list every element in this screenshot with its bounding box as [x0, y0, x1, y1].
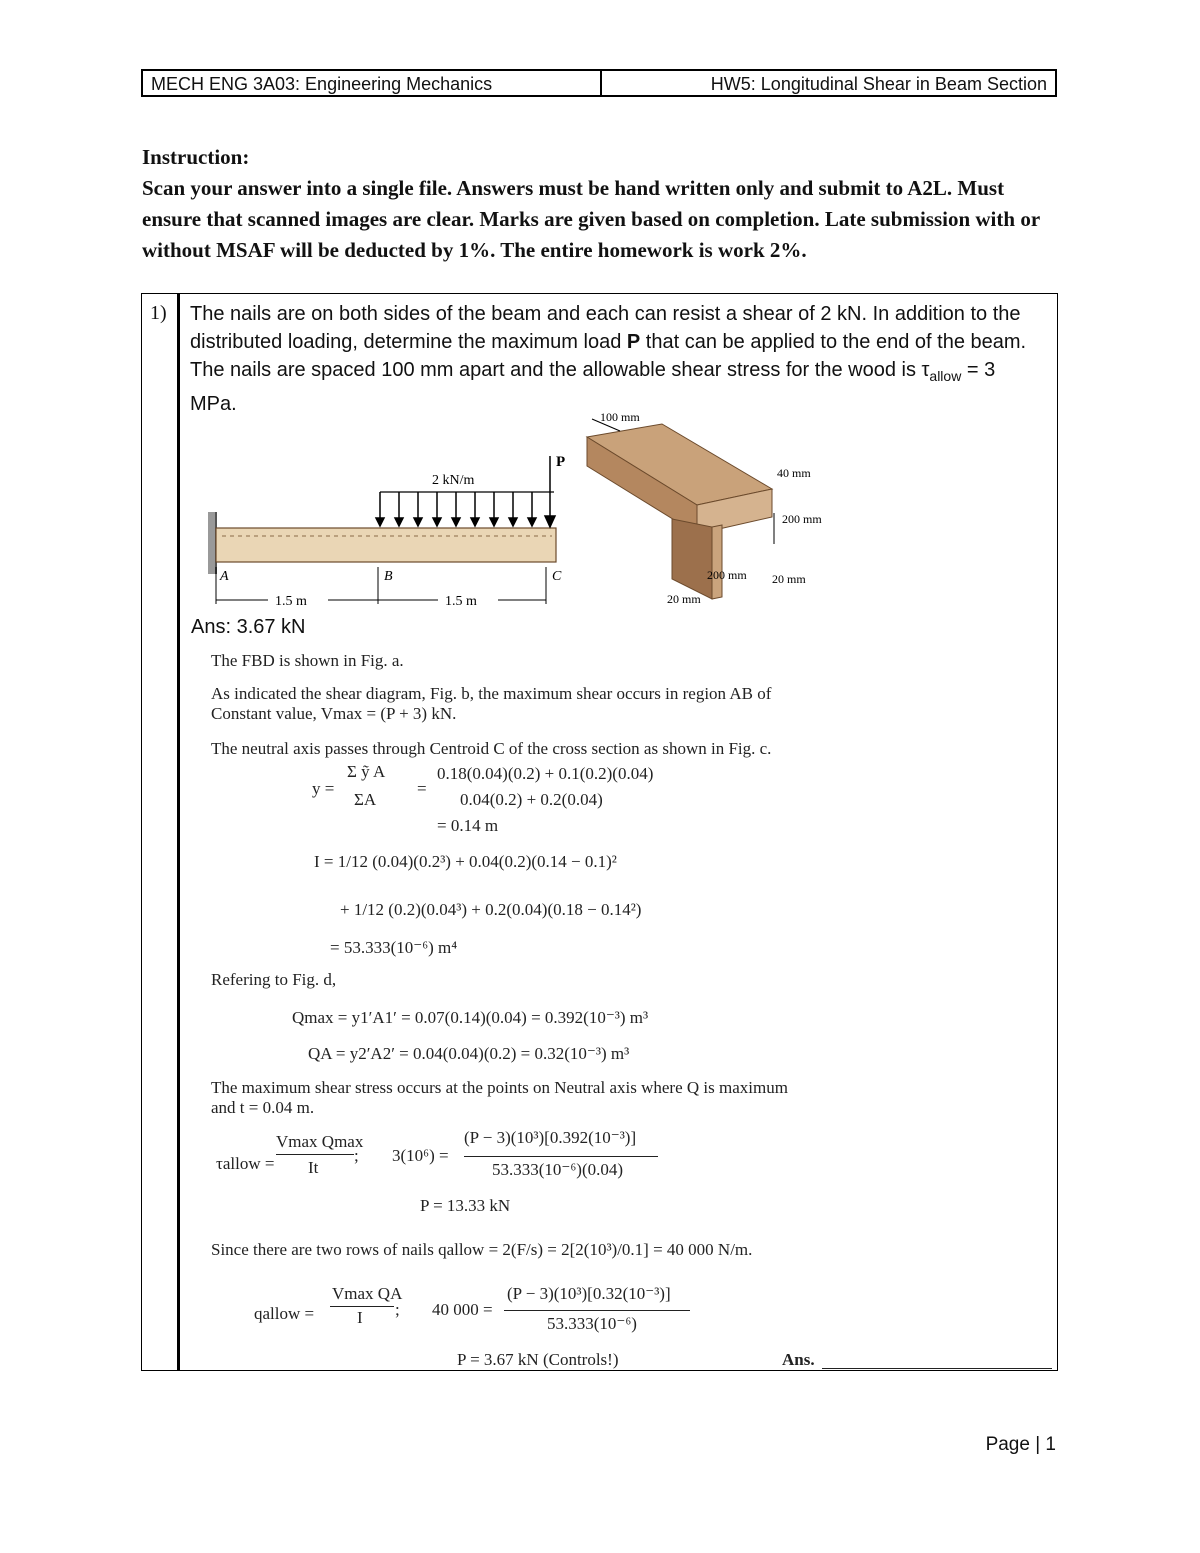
span-bc-label: 1.5 m — [445, 594, 477, 609]
problem-number: 1) — [150, 302, 167, 324]
ybar-den2: 0.04(0.2) + 0.2(0.04) — [460, 790, 603, 809]
p-result-1: P = 13.33 kN — [420, 1196, 511, 1215]
sol-line-6: Since there are two rows of nails qallow = 2(F/s) = 2[2(10³)/0.1] = 40 000 N/m. — [211, 1240, 753, 1259]
problem-text-c: = 3 MPa. — [190, 359, 996, 415]
problem-text-a: The nails are on both sides of the beam and each can resist a shear of 2 kN. In addition to the distributed loading, determine the maximum load — [190, 303, 1021, 353]
problem-text-b: that can be applied to the end of the beam. The nails are spaced 100 mm apart and the allowable shear stress for the wood is τ — [190, 331, 1027, 381]
load-label: 2 kN/m — [432, 473, 475, 488]
tau-frac-num: Vmax Qmax — [276, 1132, 364, 1151]
dim-web2: 20 mm — [667, 592, 701, 606]
dim-web: 20 mm — [772, 572, 806, 586]
sol-line-2a: As indicated the shear diagram, Fig. b, the maximum shear occurs in region AB of — [211, 684, 772, 703]
dim-flange: 40 mm — [777, 466, 811, 480]
instruction-block — [142, 142, 1052, 266]
q-lhs: qallow = — [254, 1304, 315, 1323]
dim-width: 200 mm — [707, 568, 747, 582]
qa-line: QA = y2′A2′ = 0.04(0.04)(0.2) = 0.32(10⁻³) m³ — [308, 1044, 630, 1063]
ybar-num: Σ ỹ A — [347, 762, 386, 781]
page-header — [141, 69, 1057, 97]
sol-line-5b: and t = 0.04 m. — [211, 1098, 315, 1117]
tau-den: 53.333(10⁻⁶)(0.04) — [492, 1160, 624, 1179]
sol-line-3: The neutral axis passes through Centroid C of the cross section as shown in Fig. c. — [211, 739, 772, 758]
q-mid: 40 000 = — [432, 1300, 493, 1319]
beam-body — [216, 528, 556, 562]
point-c: C — [552, 569, 562, 584]
span-ab-label: 1.5 m — [275, 594, 307, 609]
p-label: P — [556, 454, 566, 470]
sol-line-4: Refering to Fig. d, — [211, 970, 337, 989]
inertia-line-3: = 53.333(10⁻⁶) m⁴ — [330, 938, 458, 957]
instruction-title: Instruction: — [142, 145, 250, 169]
tau-lhs: τallow = — [216, 1154, 275, 1173]
answer-line: Ans: 3.67 kN — [191, 616, 306, 638]
q-frac-bar — [330, 1306, 394, 1307]
dim-web-height: 200 mm — [782, 512, 822, 526]
ybar-num2: 0.18(0.04)(0.2) + 0.1(0.2)(0.04) — [437, 764, 654, 783]
q-bar — [504, 1310, 690, 1311]
sol-line-1: The FBD is shown in Fig. a. — [211, 651, 404, 670]
page-number: Page | 1 — [985, 1434, 1056, 1455]
dim-spacing: 100 mm — [600, 410, 640, 424]
q-num: (P − 3)(10³)[0.32(10⁻³)] — [507, 1284, 671, 1303]
tau-mid: 3(10⁶) = — [392, 1146, 449, 1165]
inertia-line-1: I = 1/12 (0.04)(0.2³) + 0.04(0.2)(0.14 − 0.1)² — [314, 852, 617, 871]
inertia-line-2: + 1/12 (0.2)(0.04³) + 0.2(0.04)(0.18 − 0.14²) — [340, 900, 642, 919]
ybar-result: = 0.14 m — [437, 816, 499, 835]
instruction-body: Scan your answer into a single file. Answers must be hand written only and submit to A2L. Must ensure that scanned images are clear. Marks are given based on completion. Late submission with or without MSAF will be deducted by 1%. The entire homework is work 2%. — [142, 176, 1040, 262]
ybar-den: ΣA — [354, 790, 377, 809]
point-b: B — [384, 569, 393, 584]
tau-bar — [464, 1156, 658, 1157]
sol-line-2b: Constant value, Vmax = (P + 3) kN. — [211, 704, 457, 723]
problem-text-sub: allow — [929, 368, 962, 384]
ybar-lhs: y = — [312, 779, 335, 798]
point-a: A — [220, 569, 229, 584]
assignment-title: HW5: Longitudinal Shear in Beam Section — [710, 74, 1047, 94]
beam-figure — [202, 404, 572, 619]
q-frac-num: Vmax QA — [332, 1284, 403, 1303]
ans-label: Ans. — [782, 1350, 815, 1369]
problem-statement — [190, 300, 1040, 418]
tau-frac-bar — [276, 1154, 354, 1155]
tau-num: (P − 3)(10³)[0.392(10⁻³)] — [464, 1128, 637, 1147]
problem-box — [141, 293, 1058, 1371]
q-den: 53.333(10⁻⁶) — [547, 1314, 637, 1333]
qmax-line: Qmax = y1′A1′ = 0.07(0.14)(0.04) = 0.392(10⁻³) m³ — [292, 1008, 649, 1027]
tau-frac-den: It — [308, 1158, 319, 1177]
web-front — [672, 519, 712, 599]
q-frac-den: I — [357, 1308, 363, 1327]
q-semicolon: ; — [395, 1300, 400, 1319]
p-result-2: P = 3.67 kN (Controls!) — [457, 1350, 619, 1369]
web-end — [712, 525, 722, 599]
ybar-eq: = — [417, 779, 427, 798]
section-figure — [572, 409, 832, 609]
tau-semicolon: ; — [354, 1146, 359, 1165]
sol-line-5a: The maximum shear stress occurs at the points on Neutral axis where Q is maximum — [211, 1078, 788, 1097]
problem-number-column — [142, 294, 180, 1370]
problem-text-p: P — [626, 331, 641, 353]
ans-underline — [822, 1368, 1052, 1369]
course-title: MECH ENG 3A03: Engineering Mechanics — [143, 71, 602, 95]
